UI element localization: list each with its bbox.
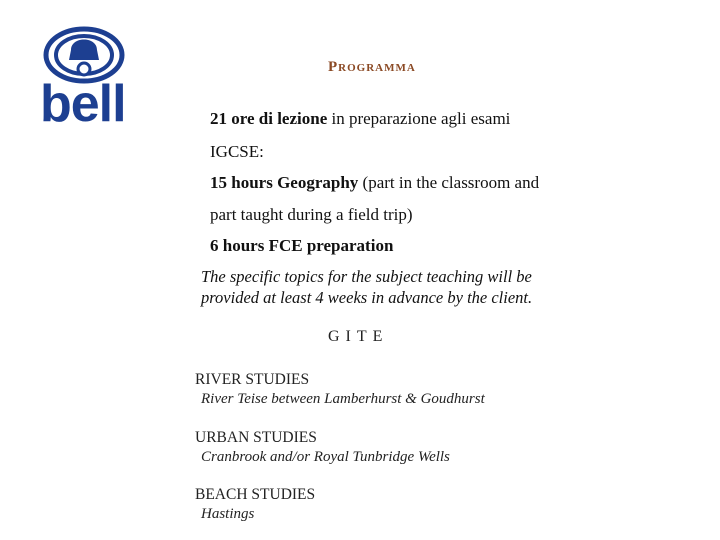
topics-note-line-1: The specific topics for the subject teaching will be (201, 267, 532, 286)
trips-heading: GITE (328, 328, 389, 345)
topics-note-line-2: provided at least 4 weeks in advance by the client. (201, 288, 533, 307)
trip-title: URBAN STUDIES (195, 429, 317, 446)
program-line-3-rest: (part in the classroom and (358, 173, 540, 192)
page-title: Programma (328, 59, 416, 75)
trip-description: Cranbrook and/or Royal Tunbridge Wells (201, 449, 450, 465)
program-line-5 (210, 237, 393, 254)
program-line-4: part taught during a field trip) (210, 205, 413, 224)
topics-note (201, 266, 596, 308)
trip-title: RIVER STUDIES (195, 371, 310, 388)
bell-logo (40, 26, 130, 136)
program-line-3 (210, 174, 539, 191)
trip-title: BEACH STUDIES (195, 486, 316, 503)
program-line-1 (210, 110, 510, 127)
program-line-1-rest: in preparazione agli esami (327, 109, 511, 128)
program-line-3-bold: 15 hours Geography (210, 173, 359, 192)
program-line-2: IGCSE: (210, 142, 264, 161)
logo-wordmark: bell (40, 75, 126, 133)
trip-description: River Teise between Lamberhurst & Goudhurst (201, 391, 485, 407)
trip-description: Hastings (201, 506, 255, 522)
program-line-5-bold: 6 hours FCE preparation (210, 236, 394, 255)
program-line-1-bold: 21 ore di lezione (210, 109, 328, 128)
